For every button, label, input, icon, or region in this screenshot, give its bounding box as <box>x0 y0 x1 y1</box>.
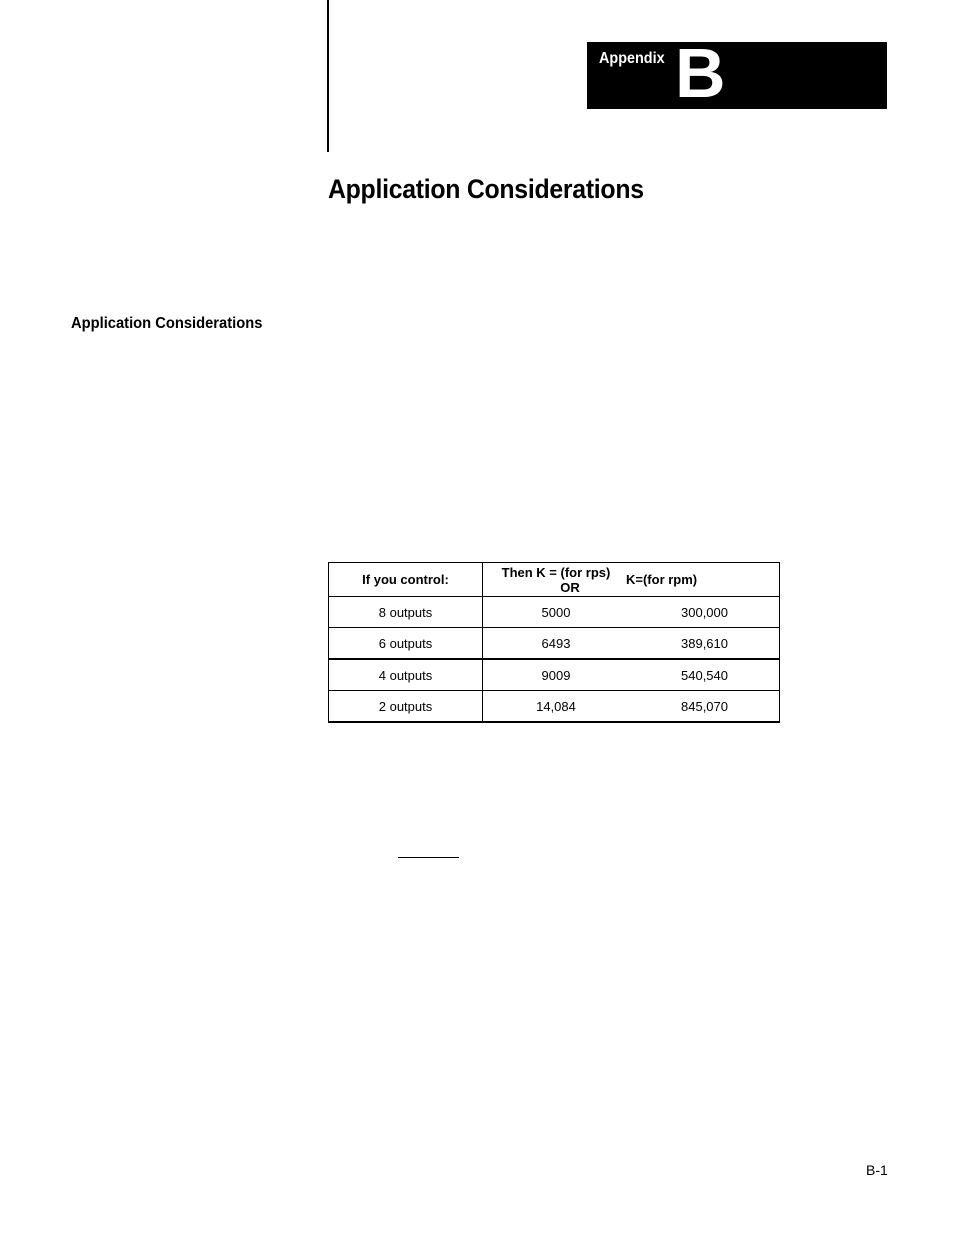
cell-rpm <box>629 597 780 628</box>
header-rps-label: Then K = (for rps) <box>501 564 611 580</box>
header-or: OR <box>560 579 580 595</box>
cell-rpm-value: 389,610 <box>681 635 728 651</box>
k-value-table <box>328 562 780 723</box>
section-heading: Application Considerations <box>71 315 263 332</box>
table-row <box>329 691 780 723</box>
cell-rpm-value: 845,070 <box>681 698 728 714</box>
table-header-row <box>329 563 780 597</box>
cell-rps: 14,084 <box>483 691 630 723</box>
cell-rpm <box>629 659 780 691</box>
header-rps <box>483 563 630 597</box>
cell-control: 4 outputs <box>329 659 483 691</box>
table-row <box>329 597 780 628</box>
cell-rpm <box>629 628 780 660</box>
appendix-tab <box>587 34 887 112</box>
fraction-line <box>398 857 459 858</box>
header-rpm <box>626 563 780 597</box>
table-row <box>329 659 780 691</box>
header-control: If you control: <box>329 563 483 597</box>
cell-rps: 9009 <box>483 659 630 691</box>
cell-rps: 6493 <box>483 628 630 660</box>
appendix-label: Appendix <box>599 50 665 67</box>
appendix-letter: B <box>675 34 726 112</box>
header-rpm-label: K=(for rpm) <box>626 572 698 587</box>
page-title: Application Considerations <box>328 174 644 204</box>
cell-rpm <box>629 691 780 723</box>
cell-rpm-value: 540,540 <box>681 667 728 683</box>
page-number: B-1 <box>866 1162 888 1178</box>
cell-control: 6 outputs <box>329 628 483 660</box>
chapter-rule <box>327 0 329 152</box>
cell-rpm-value: 300,000 <box>681 604 728 620</box>
cell-control: 8 outputs <box>329 597 483 628</box>
table-row <box>329 628 780 660</box>
cell-rps: 5000 <box>483 597 630 628</box>
cell-control: 2 outputs <box>329 691 483 723</box>
